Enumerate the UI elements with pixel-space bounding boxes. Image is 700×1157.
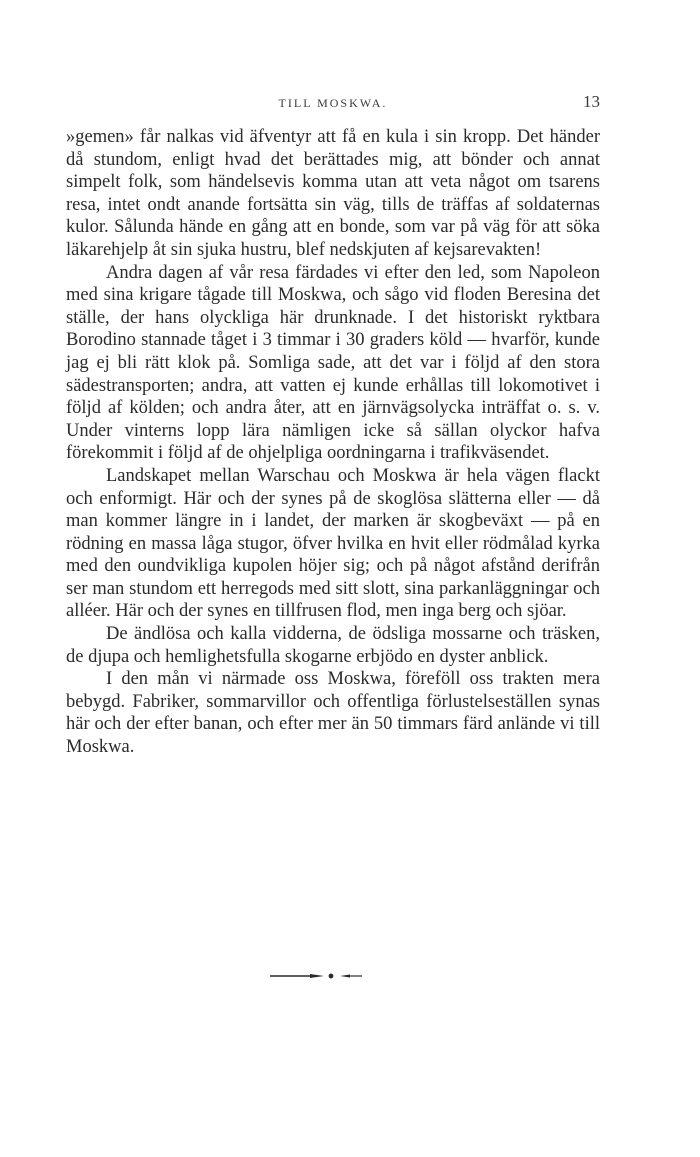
ornament-center-dot [329,974,334,979]
running-head [66,92,600,114]
ornament-right-point [340,975,350,978]
end-ornament-icon [270,970,362,982]
paragraph-2: Andra dagen af vår resa färdades vi efter den led, som Napoleon med sina krigare tågade till Moskwa, och sågo vid floden Beresina det ställe, der hans olyckliga här drunknade. I det historiskt ryktbara Borodino stannade tåget i 3 timmar i 30 graders köld — hvarför, kunde jag ej bli rätt klok på. Somliga sade, att det var i följd af den stora sädestransporten; andra, att vatten ej kunde erhållas till lokomotivet i följd af kölden; och andra åter, att en järnvägsolycka inträffat o. s. v. Under vinterns lopp lära nämligen icke så sällan olyckor hafva förekommit i följd af de ohjelpliga oordningarna i trafikväsendet. [66,262,600,464]
ornament-left-point [310,974,324,978]
paragraph-3: Landskapet mellan Warschau och Moskwa är hela vägen flackt och enformigt. Här och der synes på de skoglösa slätterna eller — då man kommer längre in i landet, der marken är skogbeväxt — på en rödning en massa låga stugor, öfver hvilka en hvit eller rödmålad kyrka med den oundvikliga kupolen höjer sig; och på något afstånd derifrån ser man stundom ett herregods med sitt slott, sina parkanläggningar och alléer. Här och der synes en tillfrusen flod, men inga berg och sjöar. [66,465,600,622]
paragraph-4: De ändlösa och kalla vidderna, de ödsliga mossarne och träsken, de djupa och hemlighetsfulla skogarne erbjödo en dyster anblick. [66,624,600,667]
paragraph-1: »gemen» får nalkas vid äfventyr att få en kula i sin kropp. Det händer då stundom, enligt hvad det berättades mig, att bönder och annat simpelt folk, som händelsevis komma utan att veta något om tsarens resa, intet ondt anande fortsätta sin väg, tills de träffas af soldaternas kulor. Sålunda hände en gång att en bonde, som var på väg för att söka läkarehjelp åt sin sjuka hustru, blef nedskjuten af kejsarevakten! [66,127,600,260]
running-title: TILL MOSKWA. [278,96,388,110]
page-number: 13 [583,92,600,111]
paragraph-5: I den mån vi närmade oss Moskwa, föreföll oss trakten mera bebygd. Fabriker, sommarvillor och offentliga förlustelseställen synas här och der efter banan, och efter mer än 50 timmars färd anlände vi till Moskwa. [66,669,600,758]
text-body [66,126,600,759]
